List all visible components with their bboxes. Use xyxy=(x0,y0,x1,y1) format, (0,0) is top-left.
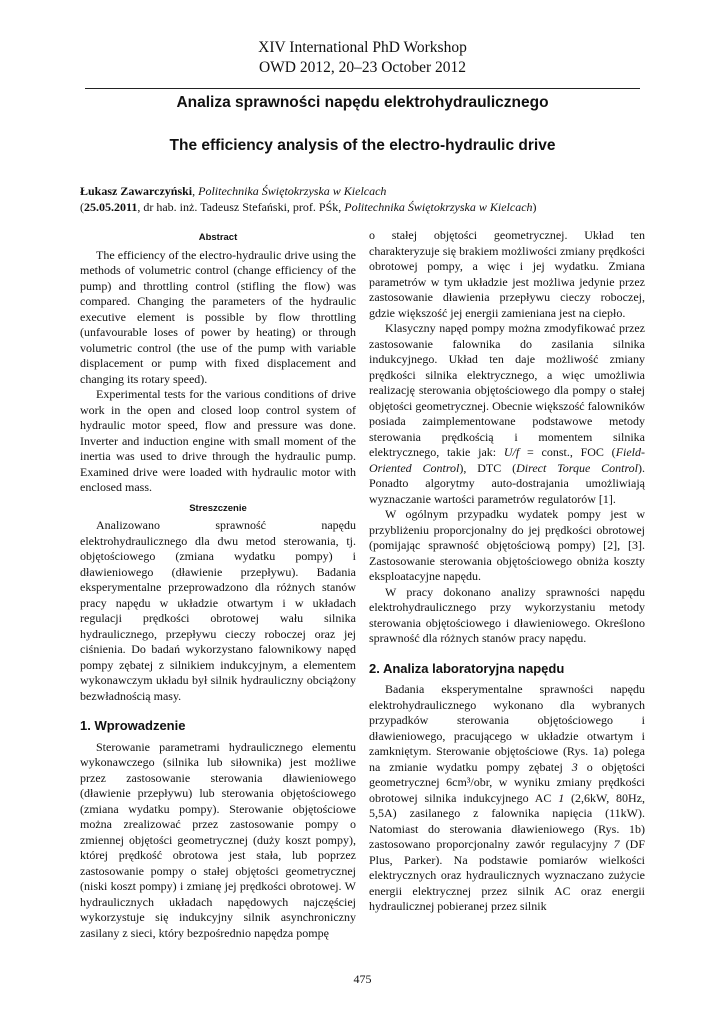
section-1-heading: 1. Wprowadzenie xyxy=(80,718,186,733)
title-english: The efficiency analysis of the electro-hydraulic drive xyxy=(169,137,556,154)
left-column xyxy=(80,228,356,941)
title-polish: Analiza sprawności napędu elektrohydraulicznego xyxy=(176,94,549,111)
body-paragraph-5: Badania eksperymentalne sprawności napędu elektrohydraulicznego wykonano dla wybranych przypadków sterowania objętościowego i dławieniowego, pracującego w układzie otwartym i zamkniętym. Sterowanie objętościowe (Rys. 1a) polega na zmianie wydatku pompy zębatej 3 o objętości geometrycznej 6cm³/obr, w wyniku zmiany prędkości obrotowej silnika indukcyjnego AC 1 (2,6kW, 80Hz, 5,5A) zasilanego z falownika napięcia (11kW). Natomiast do sterowania dławieniowego (Rys. 1b) zastosowano proporcjonalny zawór regulacyjny 7 (DF Plus, Parker). Na podstawie pomiarów wielkości elektrycznych oraz hydraulicznych wyznaczano zużycie energii elektrycznej przez silnik AC oraz energii hydraulicznej pobieranej przez silnik xyxy=(369,682,645,913)
supervisor-name: , dr hab. inż. Tadeusz Stefański, prof. PŚk, xyxy=(137,200,345,214)
abstract-heading: Abstract xyxy=(198,232,238,243)
author-line: Łukasz Zawarczyński, Politechnika Świętokrzyska w Kielcach xyxy=(80,184,387,198)
submission-date: 25.05.2011 xyxy=(84,200,138,214)
section-2-heading: 2. Analiza laboratoryjna napędu xyxy=(369,660,565,676)
body-paragraph-2: Klasyczny napęd pompy można zmodyfikować przez zastosowanie falownika do zasilania silnika indukcyjnego. Układ ten daje możliwość zmiany prędkości silnika elektrycznego, a więc umożliwia realizację sterowania objętościowego dla pompy o stałej objętości geometrycznej. Obecnie większość falowników posiada zaimplementowane podstawowe metody sterowania prędkością i momentem silnika elektrycznego, takie jak: U/f = const., FOC (Field-Oriented Control), DTC (Direct Torque Control). Ponadto algorytmy auto-dostrajania umożliwiają wyznaczanie wartości parametrów regulatorów [1]. xyxy=(369,321,646,506)
body-paragraph-1: o stałej objętości geometrycznej. Układ ten charakteryzuje się brakiem możliwości zmiany prędkości obrotowej pompy, a więc i jej wydatku. Zmiana parametrów w tym układzie jest możliwa jedynie przez zastosowanie dławienia przepływu cieczy roboczej, gdzie większość jej energii zamieniana jest na ciepło. xyxy=(369,228,645,320)
abstract-paragraph-2: Experimental tests for the various conditions of drive work in the open and closed loop control system of hydraulic motor speed, flow and pressure was done. Inverter and induction engine with small moment of the inertia was used to drive through the hydraulic pump. Examined drive were loaded with hydraulic motor with enclosed mass. xyxy=(80,387,356,494)
abstract-paragraph-1: The efficiency of the electro-hydraulic drive using the methods of volumetric control (change efficiency of the pump) and throttling control (stifling the flow) was compared. Changing the parameters of the hydraulic executive element is possible by flow throttling (unfavourable loses of power by heating) or through volumetric control (the use of the pump with variable displacement or pump with fixed displacement and changing its rotary speed). xyxy=(80,247,356,386)
author-name: Łukasz Zawarczyński xyxy=(80,184,193,198)
intro-paragraph: Sterowanie parametrami hydraulicznego elementu wykonawczego (silnika lub siłownika) jest możliwe przez zastosowanie sterowania dławieniowego (dławienie przepływu) lub sterowania objętościowego (zmiana wydatku pompy). Sterowanie objętościowe można zrealizować przez zastosowanie pompy o zmiennej objętości geometrycznej (duży koszt pompy), której prędkość obrotowa jest stała, lub poprzez zastosowanie pompy o stałej objętości geometrycznej (niski koszt pompy) i zmianę jej prędkości obrotowej. W hydraulicznych układach napędowych najczęściej wykorzystuje się indukcyjny silnik asynchroniczny zasilany z sieci, który bezpośrednio napędza pompę xyxy=(80,739,356,940)
right-column xyxy=(369,228,645,915)
page-number: 475 xyxy=(353,972,372,986)
body-paragraph-3: W ogólnym przypadku wydatek pompy jest w przybliżeniu proporcjonalny do jej prędkości obrotowej (pomijając sprawność objętościową pompy) [2], [3]. Zastosowanie sterowania objętościowego obniża koszty eksploatacyjne napędu. xyxy=(369,507,645,583)
body-paragraph-4: W pracy dokonano analizy sprawności napędu elektrohydraulicznego przy wykorzystaniu metody sterowania objętościowego i dławieniowego. Określono sprawność dla różnych stanów pracy napędu. xyxy=(369,584,645,645)
supervisor-affiliation: Politechnika Świętokrzyska w Kielcach xyxy=(344,200,533,214)
workshop-header xyxy=(0,38,725,78)
streszczenie-paragraph: Analizowano sprawność napędu elektrohydraulicznego dla dwu metod sterowania, tj. objętościowego (zmiana wydatku pompy) i dławieniowego (dławienie przepływu). Badania eksperymentalne przeprowadzono dla różnych stanów pracy napędu w układzie otwartym i w układach regulacji prędkości obrotowej wału silnika hydraulicznego, przepływu cieczy roboczej oraz jej ciśnienia. Do badań wykorzystano falownikowy napęd pompy zębatej z silnikiem indukcyjnym, a elementem wykonawczym układu był silnik hydrauliczny obciążony bezwładnością masy. xyxy=(80,518,356,703)
author-affiliation: Politechnika Świętokrzyska w Kielcach xyxy=(198,184,387,198)
header-rule xyxy=(85,88,640,89)
streszczenie-heading: Streszczenie xyxy=(189,502,247,514)
supervisor-line: (25.05.2011, dr hab. inż. Tadeusz Stefański, prof. PŚk, Politechnika Świętokrzyska w Kielcach) xyxy=(80,200,537,214)
workshop-name: XIV International PhD Workshop xyxy=(258,39,467,56)
author-block xyxy=(80,183,660,215)
workshop-date: OWD 2012, 20–23 October 2012 xyxy=(258,59,467,76)
